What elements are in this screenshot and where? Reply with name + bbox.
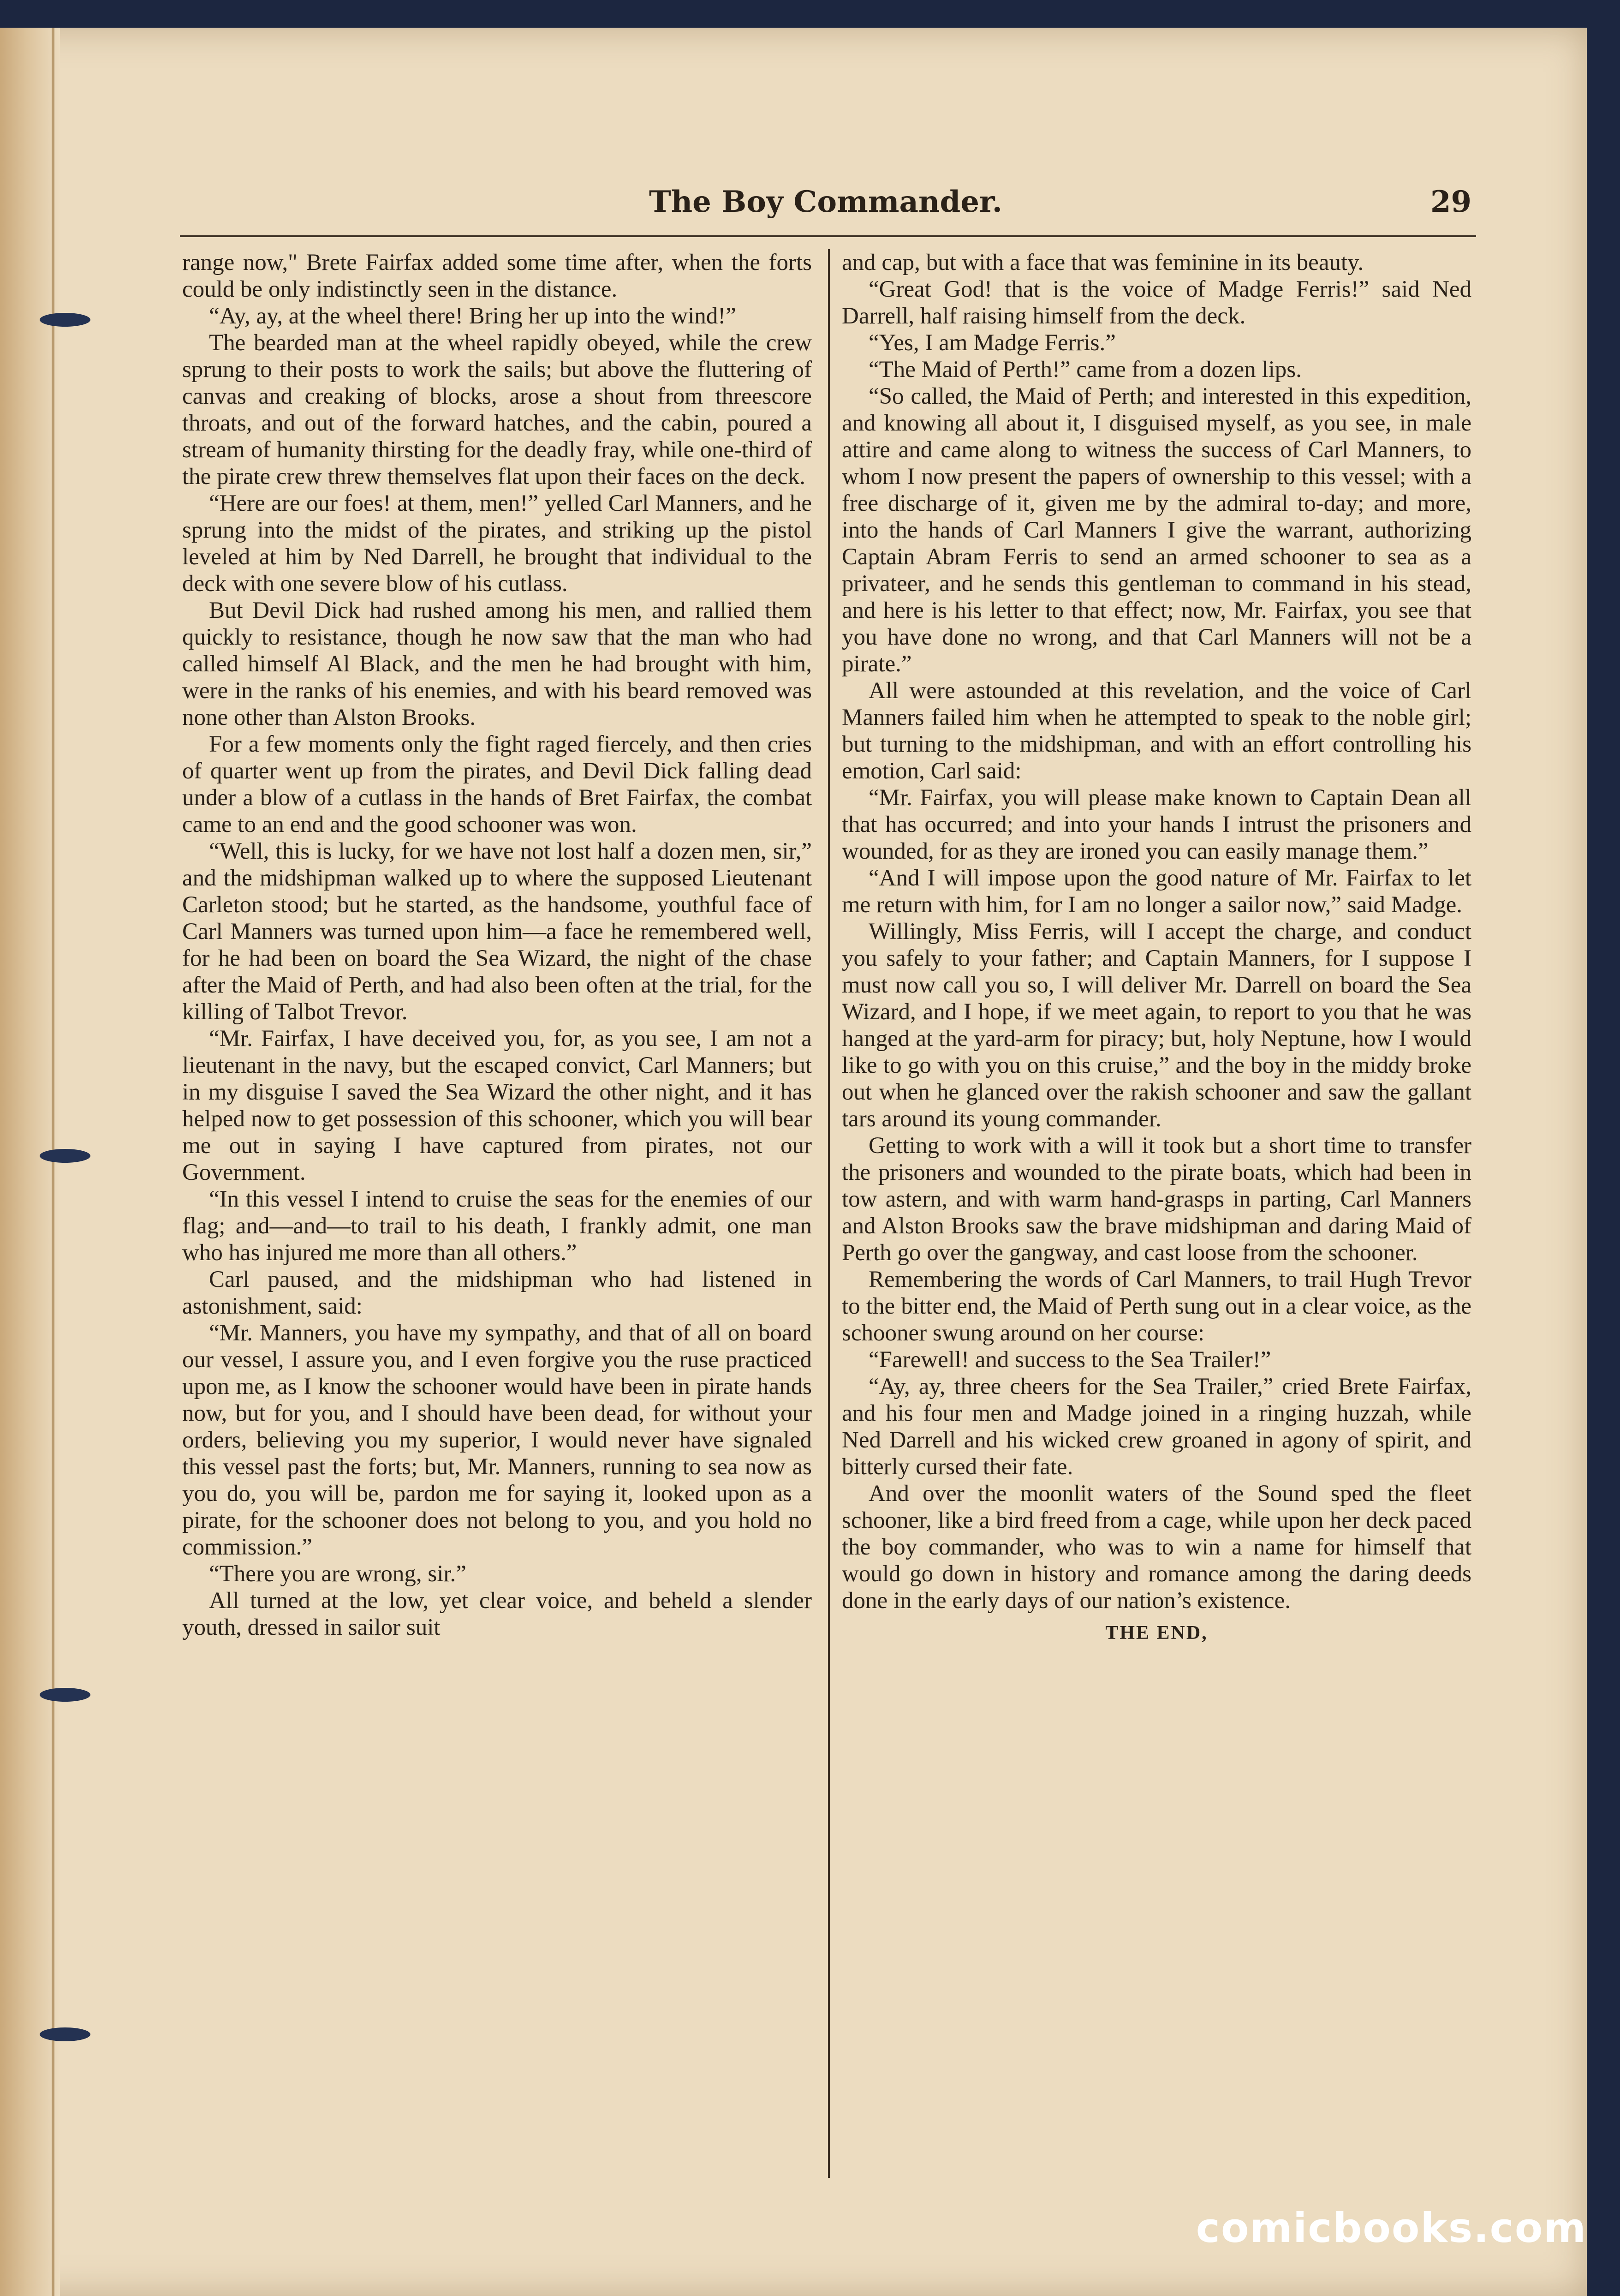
paragraph: But Devil Dick had rushed among his men, and rallied them quickly to resistance, though he now saw that the man who had called himself Al Black, and the men he had brought with him, were in the ranks of his enemies, and with his beard removed was none other than Alston Brooks.	[182, 598, 812, 730]
paragraph: “Here are our foes! at them, men!” yelled Carl Manners, and he sprung into the midst of the pirates, and striking up the pistol leveled at him by Ned Darrell, he brought that individual to the deck with one severe blow of his cutlass.	[182, 490, 812, 597]
running-title: The Boy Commander.	[649, 185, 1003, 219]
left-column	[182, 249, 812, 2187]
paragraph: “Great God! that is the voice of Madge Ferris!” said Ned Darrell, half raising himself from the deck.	[842, 276, 1471, 329]
watermark: comicbooks.com	[1196, 2204, 1587, 2252]
paragraph: “There you are wrong, sir.”	[209, 1561, 466, 1587]
paragraph: “Yes, I am Madge Ferris.”	[869, 330, 1116, 356]
right-column	[842, 249, 1471, 2187]
paragraph: “In this vessel I intend to cruise the seas for the enemies of our flag; and—and—to trail to his death, I frankly admit, one man who has injured me more than all others.”	[182, 1186, 812, 1266]
paragraph: All turned at the low, yet clear voice, and beheld a slender youth, dressed in sailor suit	[182, 1588, 812, 1640]
binding-stitch	[40, 313, 90, 327]
paragraph: Remembering the words of Carl Manners, to trail Hugh Trevor to the bitter end, the Maid of Perth sung out in a clear voice, as the schooner swung around on her course:	[842, 1267, 1471, 1346]
column-divider	[828, 249, 830, 2178]
paragraph: “Ay, ay, at the wheel there! Bring her up into the wind!”	[209, 303, 736, 329]
paragraph: For a few moments only the fight raged fiercely, and then cries of quarter went up from the pirates, and Devil Dick falling dead under a blow of a cutlass in the hands of Bret Fairfax, the combat came to an end and the good schooner was won.	[182, 731, 812, 837]
header-rule	[180, 235, 1476, 237]
paragraph: Willingly, Miss Ferris, will I accept the charge, and conduct you safely to your father; and Captain Manners, for I suppose I must now call you so, I will deliver Mr. Darrell on board the Sea Wizard, and I hope, if we meet again, to report to you that he was hanged at the yard-arm for piracy; but, holy Neptune, how I would like to go with you on this cruise,” and the boy in the middy broke out when he glanced over the rakish schooner and saw the gallant tars around its young commander.	[842, 919, 1471, 1132]
paragraph: And over the moonlit waters of the Sound sped the fleet schooner, like a bird freed from a cage, while upon her deck paced the boy commander, who was to win a name for himself that would go down in history and romance among the daring deeds done in the early days of our nation’s existence.	[842, 1481, 1471, 1614]
paragraph: “Mr. Fairfax, you will please make known to Captain Dean all that has occurred; and into your hands I intrust the prisoners and wounded, for as they are ironed you can easily manage them.”	[842, 785, 1471, 864]
running-head	[180, 185, 1471, 240]
paragraph: All were astounded at this revelation, and the voice of Carl Manners failed him when he attempted to speak to the noble girl; but turning to the midshipman, and with an effort controlling his emotion, Carl said:	[842, 678, 1471, 784]
binding-stitch	[40, 1149, 90, 1163]
paragraph: The bearded man at the wheel rapidly obeyed, while the crew sprung to their posts to work the sails; but above the fluttering of canvas and creaking of blocks, arose a shout from threescore throats, and out of the forward hatches, and the cabin, poured a stream of humanity thirsting for the deadly fray, while one-third of the pirate crew threw themselves flat upon their faces on the deck.	[182, 330, 812, 490]
paragraph: and cap, but with a face that was feminine in its beauty.	[842, 250, 1364, 275]
page-number: 29	[1430, 185, 1471, 219]
paragraph: “Ay, ay, three cheers for the Sea Trailer,” cried Brete Fairfax, and his four men and Madge joined in a ringing huzzah, while Ned Darrell and his wicked crew groaned in agony of spirit, and bitterly cursed their fate.	[842, 1374, 1471, 1480]
paragraph: range now," Brete Fairfax added some time after, when the forts could be only indistinctly seen in the distance.	[182, 250, 812, 302]
paragraph: Getting to work with a will it took but a short time to transfer the prisoners and wounded to the pirate boats, which had been in tow astern, and with warm hand-grasps in parting, Carl Manners and Alston Brooks saw the brave midshipman and daring Maid of Perth go over the gangway, and cast loose from the schooner.	[842, 1133, 1471, 1266]
paragraph: “Well, this is lucky, for we have not lost half a dozen men, sir,” and the midshipman walked up to where the supposed Lieutenant Carleton stood; but he started, as the handsome, youthful face of Carl Manners was turned upon him—a face he remembered well, for he had been on board the Sea Wizard, the night of the chase after the Maid of Perth, and had also been often at the trial, for the killing of Talbot Trevor.	[182, 838, 812, 1025]
paragraph: “So called, the Maid of Perth; and interested in this expedition, and knowing all about it, I disguised myself, as you see, in male attire and came along to witness the success of Carl Manners, to whom I now present the papers of ownership to this vessel; with a free discharge of it, given me by the admiral to-day; and more, into the hands of Carl Manners I give the warrant, authorizing Captain Abram Ferris to send an armed schooner to sea as a privateer, and he sends this gentleman to command in his stead, and here is his letter to that effect; now, Mr. Fairfax, you see that you have done no wrong, and that Carl Manners will not be a pirate.”	[842, 383, 1471, 677]
paragraph: “Mr. Manners, you have my sympathy, and that of all on board our vessel, I assure you, and I even forgive you the ruse practiced upon me, as I know the schooner would have been in pirate hands now, but for you, and I should have been dead, for without your orders, believing you my superior, I would never have signaled this vessel past the forts; but, Mr. Manners, running to sea now as you do, you will be, pardon me for saying it, looked upon as a pirate, for the schooner does not belong to you, and you hold no commission.”	[182, 1320, 812, 1560]
binding-stitch	[40, 1688, 90, 1702]
paragraph: “Mr. Fairfax, I have deceived you, for, as you see, I am not a lieutenant in the navy, but the escaped convict, Carl Manners; but in my disguise I saved the Sea Wizard the other night, and it has helped now to get possession of this schooner, which you will bear me out in saying I have captured from pirates, not our Government.	[182, 1026, 812, 1185]
paragraph: Carl paused, and the midshipman who had listened in astonishment, said:	[182, 1267, 812, 1319]
paragraph: “Farewell! and success to the Sea Trailer!”	[869, 1347, 1271, 1373]
end-mark: THE END,	[1105, 1622, 1208, 1644]
paragraph: “The Maid of Perth!” came from a dozen lips.	[869, 357, 1302, 383]
paragraph: “And I will impose upon the good nature of Mr. Fairfax to let me return with him, for I am no longer a sailor now,” said Madge.	[842, 865, 1471, 918]
binding-stitch	[40, 2027, 90, 2041]
